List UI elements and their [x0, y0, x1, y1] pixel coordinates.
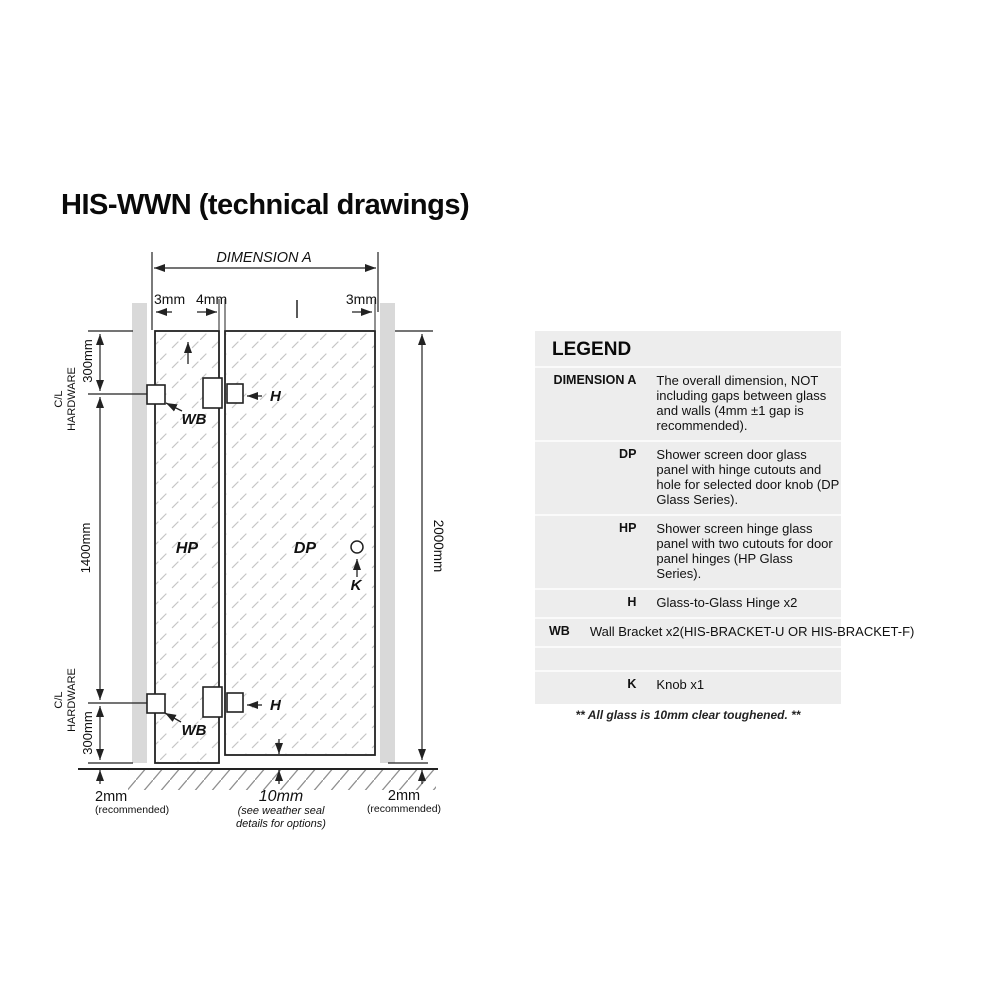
right-wall	[380, 303, 395, 763]
bottom-left-value: 2mm	[95, 789, 128, 805]
dim-300-bottom-label: 300mm	[80, 711, 95, 755]
legend-panel	[535, 331, 915, 704]
legend-footnote: ** All glass is 10mm clear toughened. **	[575, 708, 801, 722]
legend-row-empty	[535, 646, 841, 670]
gap-right-label: 3mm	[345, 291, 377, 307]
legend-term: DIMENSION A	[553, 373, 637, 387]
legend-term	[549, 653, 636, 663]
bottom-right-value: 2mm	[387, 788, 421, 804]
cl-bottom-line1: C/L	[53, 691, 65, 709]
dim-300-top-label: 300mm	[80, 339, 95, 383]
page-title: HIS-WWN (technical drawings)	[61, 189, 470, 221]
gap-left-label: 3mm	[154, 291, 186, 307]
cl-bottom-line2: HARDWARE	[66, 668, 78, 732]
legend-term: H	[627, 595, 637, 609]
bottom-middle-note1: (see weather seal	[237, 805, 325, 817]
wall-bracket-top	[147, 385, 165, 404]
legend-row-wb	[535, 617, 915, 646]
legend-row-dp	[535, 440, 841, 514]
legend-desc: Shower screen door glass panel with hinge cutouts and hole for selected door knob (DP Glass Series).	[656, 447, 840, 507]
hp-panel-label: HP	[175, 540, 199, 557]
gap-arrows	[156, 299, 375, 330]
legend-term: DP	[619, 447, 637, 461]
legend-desc	[656, 653, 841, 663]
door-knob	[351, 541, 363, 553]
legend-desc: Knob x1	[656, 677, 705, 692]
legend-row-k	[535, 670, 841, 704]
bottom-right-note: (recommended)	[366, 803, 442, 815]
dimension-a-label: DIMENSION A	[216, 250, 312, 266]
bottom-left-note: (recommended)	[95, 804, 170, 816]
cl-top-line1: C/L	[53, 390, 65, 408]
legend-desc: Wall Bracket x2(HIS-BRACKET-U OR HIS-BRACKET-F)	[589, 624, 915, 639]
hinge-label-top: H	[270, 388, 281, 405]
bracket-label-bottom: WB	[181, 722, 207, 739]
dim-2000-label: 2000mm	[431, 519, 446, 573]
gap-middle-label: 4mm	[196, 291, 228, 307]
wall-bracket-bottom	[147, 694, 165, 713]
legend-row-hp	[535, 514, 841, 588]
bracket-label-top: WB	[181, 411, 207, 428]
legend-desc: Shower screen hinge glass panel with two cutouts for door panel hinges (HP Glass Series).	[656, 521, 833, 581]
floor-hatch	[128, 770, 436, 790]
dp-panel-label: DP	[293, 540, 317, 557]
bottom-middle-value: 10mm	[258, 788, 304, 805]
legend-header: LEGEND	[552, 339, 632, 360]
legend-term: K	[627, 677, 637, 691]
hinge-label-bottom: H	[270, 697, 281, 714]
cl-top-line2: HARDWARE	[66, 367, 78, 431]
knob-label: K	[350, 577, 362, 594]
legend-term: WB	[549, 624, 570, 638]
left-wall	[132, 303, 147, 763]
bottom-middle-note2: details for options)	[236, 818, 326, 830]
legend-term: HP	[619, 521, 637, 535]
legend-row-dimension-a	[535, 366, 841, 440]
legend-desc: Glass-to-Glass Hinge x2	[656, 595, 798, 610]
dim-1400-label: 1400mm	[78, 522, 93, 574]
legend-desc: The overall dimension, NOT including gaps between glass and walls (4mm ±1 gap is recommended).	[656, 373, 827, 433]
legend-row-h	[535, 588, 841, 617]
